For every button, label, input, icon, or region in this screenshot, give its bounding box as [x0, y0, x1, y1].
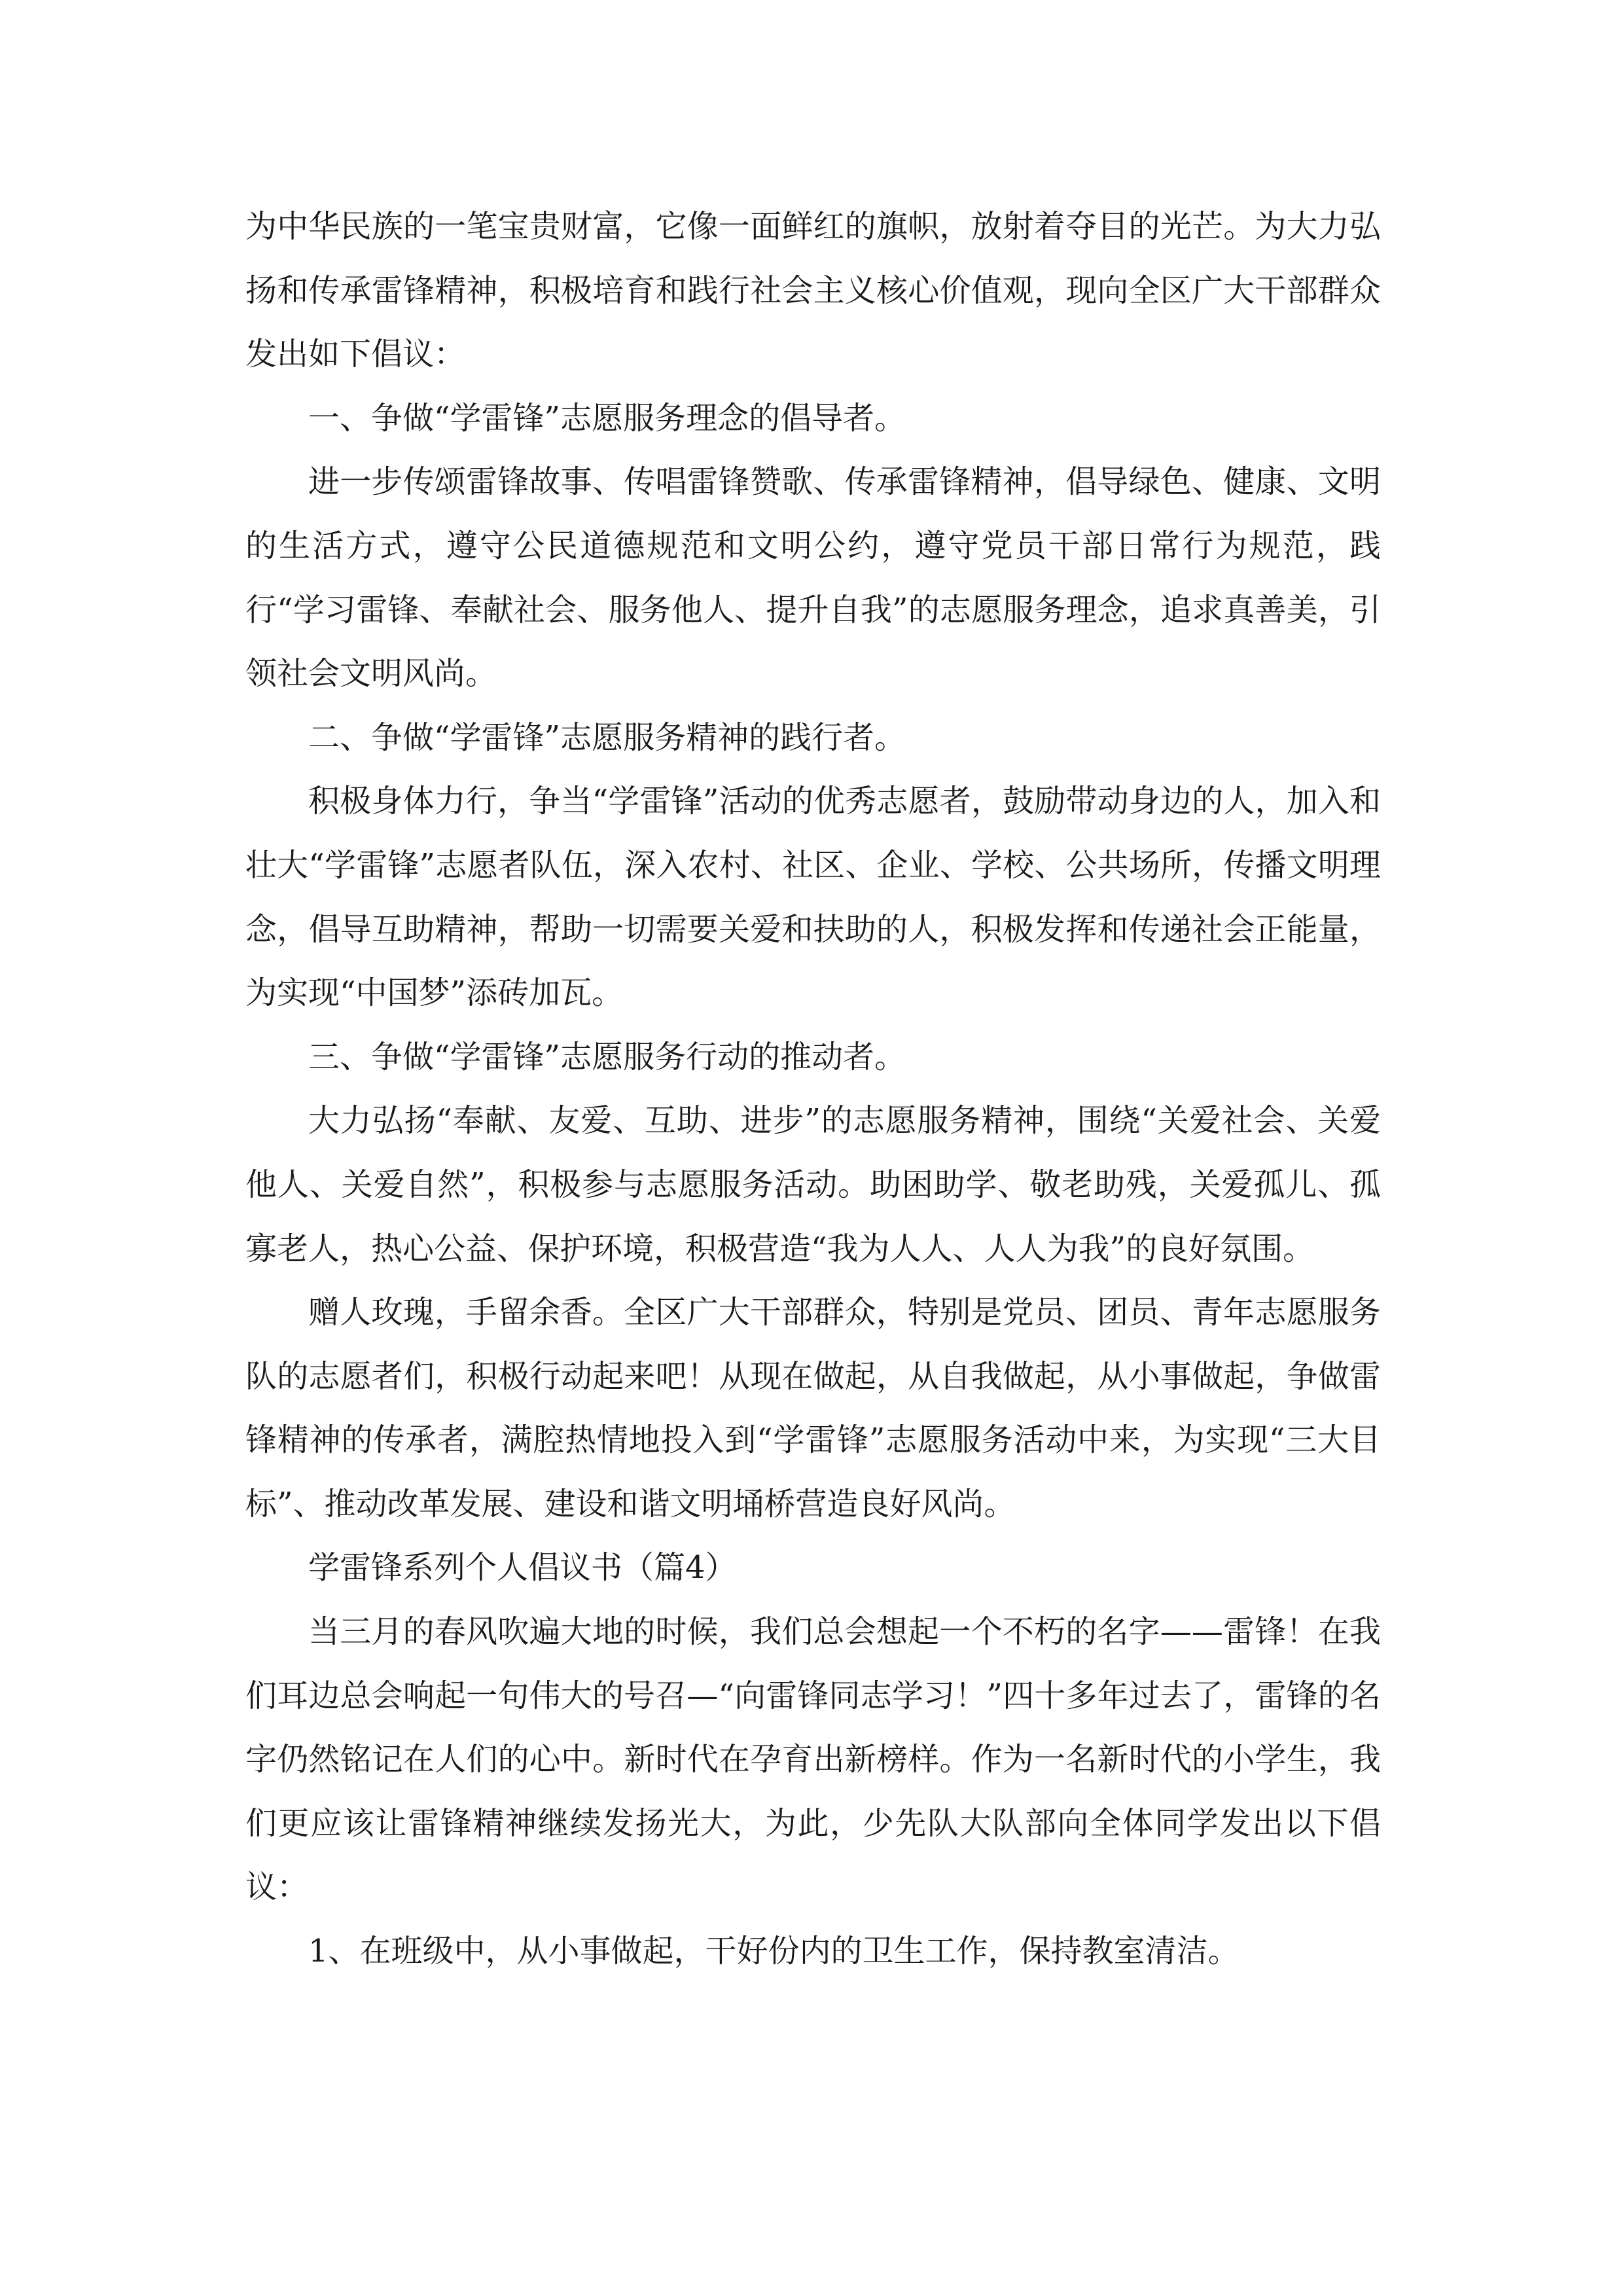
heading-3: 三、争做“学雷锋”志愿服务行动的推动者。	[308, 1038, 906, 1075]
paragraph-body-4: 当三月的春风吹遍大地的时候，我们总会想起一个不朽的名字——雷锋！在我们耳边总会响起一句伟大的号召—“向雷锋同志学习！”四十多年过去了，雷锋的名字仍然铭记在人们的心中。新时代在孕育出新榜样。作为一名新时代的小学生，我们更应该让雷锋精神继续发扬光大，为此，少先队大队部向全体同学发出以下倡议：	[245, 1613, 1381, 1906]
heading-1: 一、争做“学雷锋”志愿服务理念的倡导者。	[308, 399, 906, 437]
paragraph-body-2: 积极身体力行，争当“学雷锋”活动的优秀志愿者，鼓励带动身边的人，加入和壮大“学雷锋”志愿者队伍，深入农村、社区、企业、学校、公共场所，传播文明理念，倡导互助精神，帮助一切需要关爱和扶助的人，积极发挥和传递社会正能量，为实现“中国梦”添砖加瓦。	[245, 783, 1381, 1012]
paragraph-closing: 赠人玫瑰，手留余香。全区广大干部群众，特别是党员、团员、青年志愿服务队的志愿者们，积极行动起来吧！从现在做起，从自我做起，从小事做起，争做雷锋精神的传承者，满腔热情地投入到“学雷锋”志愿服务活动中来，为实现“三大目标”、推动改革发展、建设和谐文明埇桥营造良好风尚。	[245, 1294, 1381, 1522]
paragraph-body-1: 进一步传颂雷锋故事、传唱雷锋赞歌、传承雷锋精神，倡导绿色、健康、文明的生活方式，遵守公民道德规范和文明公约，遵守党员干部日常行为规范，践行“学习雷锋、奉献社会、服务他人、提升自我”的志愿服务理念，追求真善美，引领社会文明风尚。	[245, 463, 1381, 692]
paragraph-body-3: 大力弘扬“奉献、友爱、互助、进步”的志愿服务精神，围绕“关爱社会、关爱他人、关爱自然”，积极参与志愿服务活动。助困助学、敬老助残，关爱孤儿、孤寡老人，热心公益、保护环境，积极营造“我为人人、人人为我”的良好氛围。	[245, 1102, 1381, 1267]
section-title-4: 学雷锋系列个人倡议书（篇4）	[308, 1549, 737, 1587]
document-body	[245, 195, 1381, 1984]
list-item-1: 1、在班级中，从小事做起，干好份内的卫生工作，保持教室清洁。	[308, 1933, 1240, 1970]
heading-2: 二、争做“学雷锋”志愿服务精神的践行者。	[308, 719, 906, 756]
paragraph-intro-continued: 为中华民族的一笔宝贵财富，它像一面鲜红的旗帜，放射着夺目的光芒。为大力弘扬和传承雷锋精神，积极培育和践行社会主义核心价值观，现向全区广大干部群众发出如下倡议：	[245, 208, 1381, 373]
